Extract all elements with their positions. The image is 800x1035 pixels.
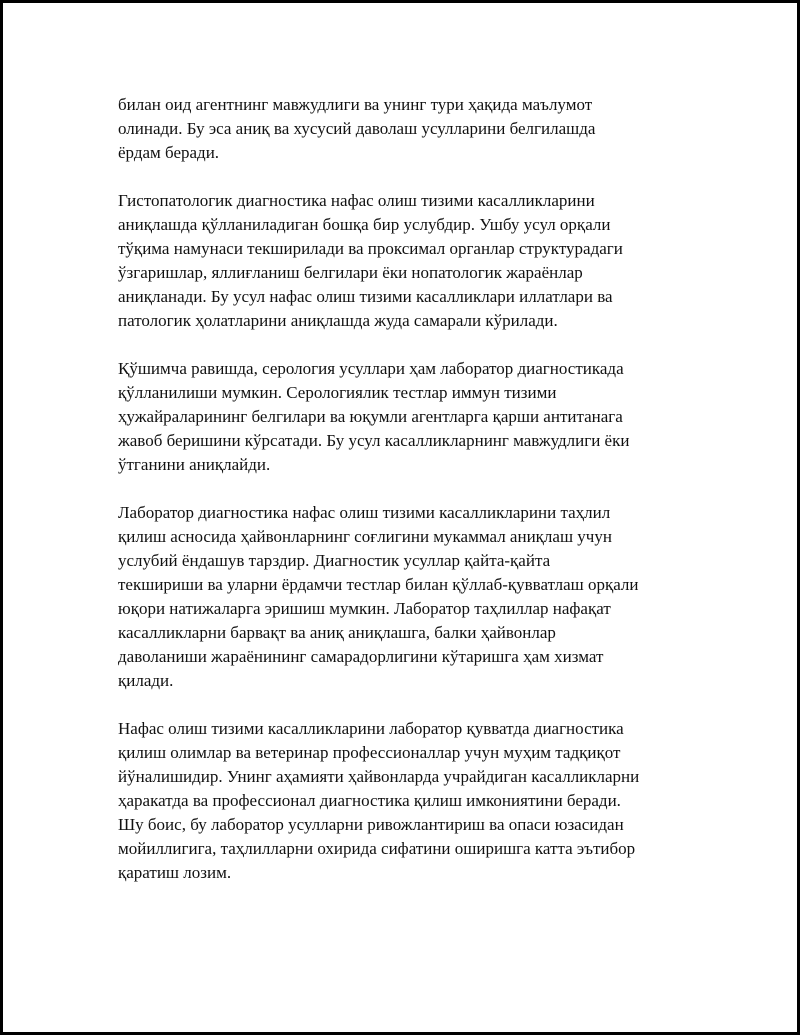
text-line: ёрдам беради. <box>118 143 220 162</box>
text-line: юқори натижаларга эришиш мумкин. Лаборатор таҳлиллар нафақат <box>118 599 611 618</box>
text-line: билан оид агентнинг мавжудлиги ва унинг тури ҳақида маълумот <box>118 95 593 114</box>
text-line: Гистопатологик диагностика нафас олиш тизими касалликларини <box>118 191 595 210</box>
text-line: жавоб беришини кўрсатади. Бу усул касалликларнинг мавжудлиги ёки <box>118 431 630 450</box>
text-line: даволаниши жараёнининг самарадорлигини кўтаришга ҳам хизмат <box>118 647 604 666</box>
text-line: текшириши ва уларни ёрдамчи тестлар билан қўллаб-қувватлаш орқали <box>118 575 639 594</box>
paragraph <box>118 501 758 693</box>
text-line: аниқлашда қўлланиладиган бошқа бир услубдир. Ушбу усул орқали <box>118 215 611 234</box>
text-line: Лаборатор диагностика нафас олиш тизими касалликларини таҳлил <box>118 503 611 522</box>
paragraph <box>118 189 758 333</box>
text-line: патологик ҳолатларини аниқлашда жуда самарали кўрилади. <box>118 311 558 330</box>
text-line: ҳаракатда ва профессионал диагностика қилиш имкониятини беради. <box>118 791 621 810</box>
text-line: Нафас олиш тизими касалликларини лаборатор қувватда диагностика <box>118 719 624 738</box>
text-line: ўтганини аниқлайди. <box>118 455 271 474</box>
text-line: услубий ёндашув тарздир. Диагностик усуллар қайта-қайта <box>118 551 551 570</box>
text-line: қаратиш лозим. <box>118 863 232 882</box>
text-line: қўлланилиши мумкин. Серологиялик тестлар иммун тизими <box>118 383 557 402</box>
text-line: қилади. <box>118 671 174 690</box>
text-line: ўзгаришлар, яллиғланиш белгилари ёки нопатологик жараёнлар <box>118 263 583 282</box>
paragraph <box>118 717 758 885</box>
paragraph <box>118 93 758 165</box>
text-line: тўқима намунаси текширилади ва проксимал органлар структурадаги <box>118 239 623 258</box>
text-line: Шу боис, бу лаборатор усулларни ривожлантириш ва опаси юзасидан <box>118 815 624 834</box>
paragraph <box>118 357 758 477</box>
text-line: олинади. Бу эса аниқ ва хусусий даволаш усулларини белгилашда <box>118 119 596 138</box>
document-body <box>118 93 758 909</box>
text-line: Қўшимча равишда, серология усуллари ҳам лаборатор диагностикада <box>118 359 624 378</box>
text-line: ҳужайраларининг белгилари ва юқумли агентларга қарши антитанага <box>118 407 623 426</box>
text-line: қилиш олимлар ва ветеринар профессионаллар учун муҳим тадқиқот <box>118 743 621 762</box>
text-line: йўналишидир. Унинг аҳамияти ҳайвонларда учрайдиган касалликларни <box>118 767 640 786</box>
text-line: қилиш асносида ҳайвонларнинг соғлигини мукаммал аниқлаш учун <box>118 527 612 546</box>
text-line: мойиллигига, таҳлилларни охирида сифатини оширишга катта эътибор <box>118 839 636 858</box>
text-line: касалликларни барвақт ва аниқ аниқлашга, балки ҳайвонлар <box>118 623 556 642</box>
text-line: аниқланади. Бу усул нафас олиш тизими касалликлари иллатлари ва <box>118 287 613 306</box>
